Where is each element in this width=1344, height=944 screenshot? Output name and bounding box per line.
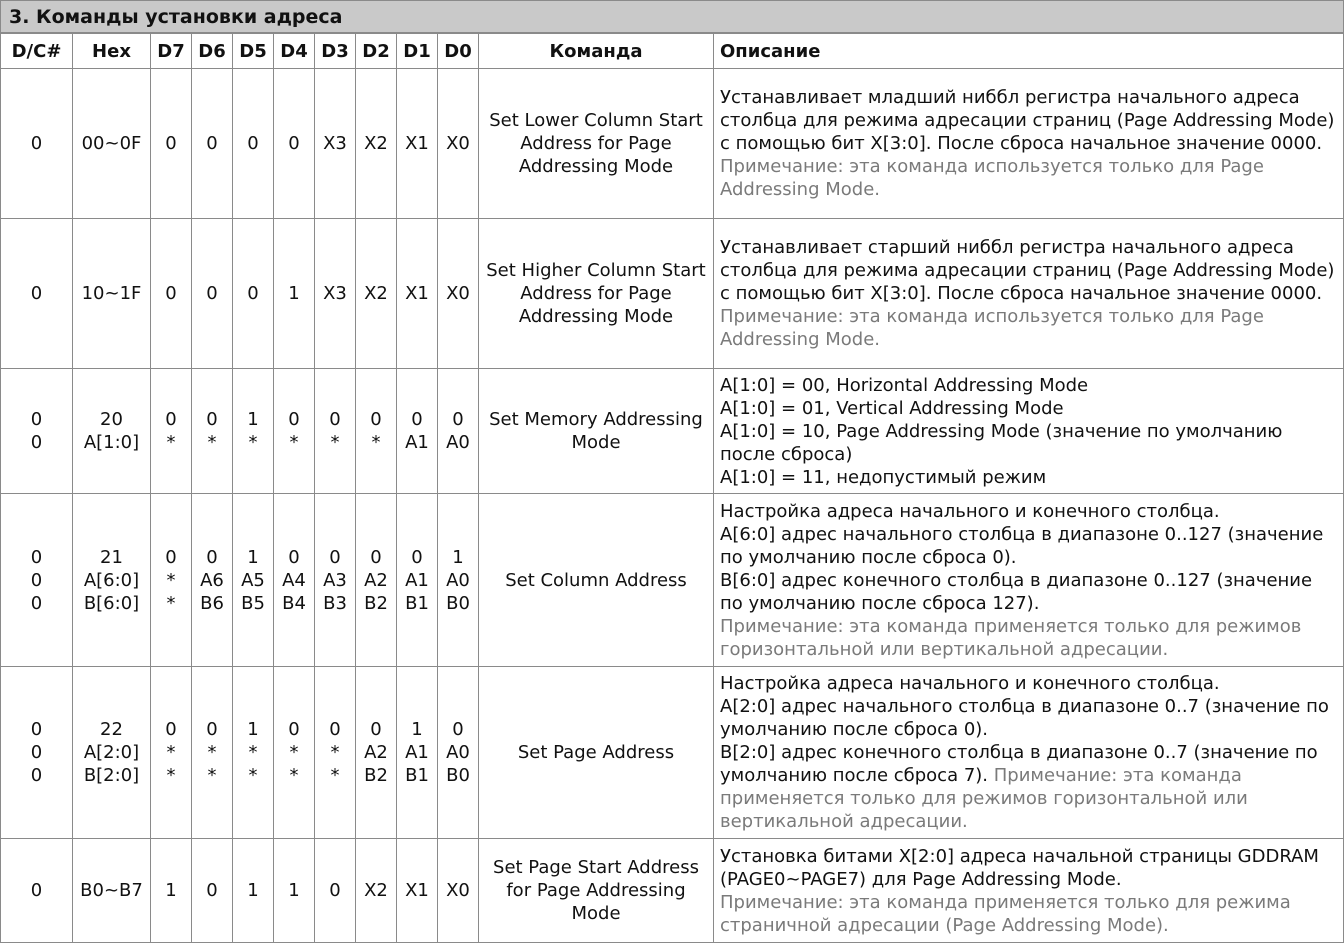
bit-d0-cell xyxy=(438,667,479,839)
table-body xyxy=(1,69,1344,943)
table-row xyxy=(1,839,1344,943)
bit-d7-cell-line: 0 xyxy=(165,409,177,430)
description-line: Настройка адреса начального и конечного столбца. xyxy=(720,673,1220,694)
col-header-d0: D0 xyxy=(438,34,479,69)
bit-d4-cell-line: * xyxy=(289,765,299,786)
bit-d3-cell-line: * xyxy=(330,432,340,453)
bit-d3-cell xyxy=(315,369,356,494)
bit-d1-cell-line: B1 xyxy=(405,592,429,614)
bit-d4-cell-line: B4 xyxy=(282,592,306,614)
bit-d4-cell xyxy=(274,494,315,667)
bit-d7-cell-line: * xyxy=(166,765,176,786)
col-header-d1: D1 xyxy=(397,34,438,69)
description-note: Примечание: эта команда применяется только для режимов горизонтальной или вертикальной адресации. xyxy=(720,615,1302,660)
dc-cell xyxy=(1,219,73,369)
bit-d2-cell xyxy=(356,667,397,839)
hex-cell-line: 10~1F xyxy=(81,283,142,304)
description-note: Примечание: эта команда применяется только для режима страничной адресации (Page Addressing Mode). xyxy=(720,891,1291,936)
description-cell xyxy=(714,69,1344,219)
bit-d4-cell xyxy=(274,839,315,943)
bit-d1-cell-line: X1 xyxy=(405,133,429,154)
bit-d3-cell xyxy=(315,219,356,369)
bit-d7-cell-line: * xyxy=(166,592,176,614)
col-header-d4: D4 xyxy=(274,34,315,69)
description-note: Примечание: эта команда используется только для Page Addressing Mode. xyxy=(720,306,1264,350)
bit-d4-cell-line: 0 xyxy=(288,719,300,740)
bit-d0-cell xyxy=(438,219,479,369)
col-header-d6: D6 xyxy=(192,34,233,69)
bit-d2-cell-line: 0 xyxy=(370,546,382,568)
header-row xyxy=(1,34,1344,69)
bit-d3-cell-line: X3 xyxy=(323,133,347,154)
table-row xyxy=(1,494,1344,667)
bit-d0-cell-line: X0 xyxy=(446,133,470,154)
dc-cell-line: 0 xyxy=(30,592,43,614)
bit-d3-cell-line: 0 xyxy=(329,880,341,901)
description-cell xyxy=(714,494,1344,667)
hex-cell-line: 21 xyxy=(100,546,123,568)
bit-d6-cell xyxy=(192,494,233,667)
bit-d2-cell-line: A2 xyxy=(364,742,388,763)
table-row xyxy=(1,69,1344,219)
bit-d1-cell-line: 1 xyxy=(411,719,423,740)
col-header-d5: D5 xyxy=(233,34,274,69)
dc-cell-line: 0 xyxy=(30,719,43,740)
bit-d6-cell-line: * xyxy=(207,765,217,786)
bit-d6-cell-line: * xyxy=(207,432,217,453)
bit-d2-cell xyxy=(356,839,397,943)
command-cell: Set Higher Column Start Address for Page Addressing Mode xyxy=(479,219,714,369)
bit-d0-cell-line: X0 xyxy=(446,880,470,901)
hex-cell xyxy=(73,369,151,494)
command-cell: Set Column Address xyxy=(479,494,714,667)
description-line: A[2:0] адрес начального столбца в диапазоне 0..7 (значение по умолчанию после сброса 0). xyxy=(720,696,1329,740)
command-cell: Set Page Start Address for Page Addressing Mode xyxy=(479,839,714,943)
bit-d2-cell-line: * xyxy=(371,432,381,453)
hex-cell-line: A[1:0] xyxy=(83,432,140,453)
bit-d1-cell-line: X1 xyxy=(405,880,429,901)
hex-cell-line: A[6:0] xyxy=(83,569,140,591)
description-line: A[1:0] = 01, Vertical Addressing Mode xyxy=(720,397,1064,419)
bit-d7-cell xyxy=(151,69,192,219)
bit-d2-cell-line: 0 xyxy=(370,409,382,430)
description-cell xyxy=(714,369,1344,494)
bit-d7-cell-line: * xyxy=(166,569,176,591)
dc-cell-line: 0 xyxy=(30,133,43,154)
dc-cell xyxy=(1,69,73,219)
bit-d5-cell xyxy=(233,839,274,943)
bit-d6-cell-line: A6 xyxy=(200,569,224,591)
col-header-dc: D/C# xyxy=(1,34,73,69)
command-cell: Set Page Address xyxy=(479,667,714,839)
hex-cell xyxy=(73,219,151,369)
bit-d6-cell-line: * xyxy=(207,742,217,763)
bit-d6-cell xyxy=(192,839,233,943)
bit-d5-cell-line: 0 xyxy=(247,283,259,304)
bit-d7-cell-line: 0 xyxy=(165,133,177,154)
bit-d4-cell-line: 0 xyxy=(288,133,300,154)
col-header-d2: D2 xyxy=(356,34,397,69)
bit-d5-cell xyxy=(233,69,274,219)
bit-d0-cell-line: B0 xyxy=(446,592,470,614)
col-header-description: Описание xyxy=(714,34,1344,69)
bit-d4-cell-line: A4 xyxy=(282,569,306,591)
bit-d0-cell-line: 0 xyxy=(452,719,464,740)
section-title: 3. Команды установки адреса xyxy=(0,0,1344,33)
bit-d6-cell-line: 0 xyxy=(206,719,218,740)
bit-d6-cell-line: 0 xyxy=(206,880,218,901)
dc-cell xyxy=(1,369,73,494)
bit-d0-cell-line: A0 xyxy=(446,742,470,763)
bit-d3-cell-line: 0 xyxy=(329,409,341,430)
bit-d7-cell-line: 0 xyxy=(165,546,177,568)
bit-d0-cell xyxy=(438,69,479,219)
bit-d5-cell-line: * xyxy=(248,765,258,786)
bit-d5-cell-line: * xyxy=(248,742,258,763)
description-cell xyxy=(714,667,1344,839)
bit-d7-cell xyxy=(151,494,192,667)
dc-cell-line: 0 xyxy=(30,409,43,430)
bit-d3-cell-line: 0 xyxy=(329,546,341,568)
bit-d7-cell xyxy=(151,219,192,369)
bit-d7-cell-line: * xyxy=(166,432,176,453)
bit-d4-cell xyxy=(274,667,315,839)
bit-d1-cell-line: A1 xyxy=(405,742,429,763)
bit-d1-cell-line: 0 xyxy=(411,409,423,430)
bit-d6-cell xyxy=(192,219,233,369)
bit-d3-cell-line: B3 xyxy=(323,592,347,614)
hex-cell xyxy=(73,667,151,839)
description-line: Устанавливает старший ниббл регистра начального адреса столбца для режима адресации страниц (Page Addressing Mode) с помощью бит X[3:0]. После сброса начальное значение 0000. xyxy=(720,237,1335,304)
bit-d1-cell-line: X1 xyxy=(405,283,429,304)
bit-d2-cell xyxy=(356,369,397,494)
description-cell xyxy=(714,219,1344,369)
bit-d5-cell-line: 0 xyxy=(247,133,259,154)
hex-cell xyxy=(73,839,151,943)
bit-d5-cell-line: 1 xyxy=(247,880,259,901)
col-header-d7: D7 xyxy=(151,34,192,69)
bit-d3-cell xyxy=(315,494,356,667)
description-note: Примечание: эта команда применяется только для режимов горизонтальной или вертикальной адресации. xyxy=(720,765,1248,832)
command-cell: Set Lower Column Start Address for Page Addressing Mode xyxy=(479,69,714,219)
bit-d6-cell-line: 0 xyxy=(206,283,218,304)
bit-d0-cell xyxy=(438,494,479,667)
bit-d6-cell-line: 0 xyxy=(206,546,218,568)
hex-cell-line: A[2:0] xyxy=(83,742,140,763)
bit-d0-cell-line: X0 xyxy=(446,283,470,304)
description-note: Примечание: эта команда используется только для Page Addressing Mode. xyxy=(720,156,1264,200)
bit-d5-cell xyxy=(233,667,274,839)
bit-d6-cell-line: B6 xyxy=(200,592,224,614)
bit-d5-cell-line: 1 xyxy=(247,719,259,740)
bit-d3-cell-line: 0 xyxy=(329,719,341,740)
dc-cell-line: 0 xyxy=(30,283,43,304)
description-line: Установка битами X[2:0] адреса начальной страницы GDDRAM (PAGE0~PAGE7) для Page Addressing Mode. xyxy=(720,845,1319,890)
bit-d4-cell-line: 0 xyxy=(288,409,300,430)
description-line: A[1:0] = 00, Horizontal Addressing Mode xyxy=(720,374,1089,396)
bit-d0-cell xyxy=(438,839,479,943)
bit-d2-cell xyxy=(356,494,397,667)
bit-d2-cell-line: B2 xyxy=(364,592,388,614)
bit-d5-cell-line: 1 xyxy=(247,409,259,430)
dc-cell xyxy=(1,494,73,667)
command-table xyxy=(0,33,1344,943)
bit-d6-cell xyxy=(192,369,233,494)
bit-d4-cell-line: 1 xyxy=(288,283,300,304)
bit-d7-cell xyxy=(151,839,192,943)
col-header-command: Команда xyxy=(479,34,714,69)
dc-cell-line: 0 xyxy=(30,880,43,901)
hex-cell xyxy=(73,494,151,667)
bit-d3-cell-line: X3 xyxy=(323,283,347,304)
bit-d0-cell-line: 0 xyxy=(452,409,464,430)
bit-d4-cell xyxy=(274,369,315,494)
hex-cell-line: 20 xyxy=(100,409,123,430)
bit-d1-cell xyxy=(397,839,438,943)
bit-d1-cell xyxy=(397,69,438,219)
table-row xyxy=(1,219,1344,369)
bit-d3-cell xyxy=(315,69,356,219)
dc-cell-line: 0 xyxy=(30,546,43,568)
description-line: B[2:0] адрес конечного столбца в диапазоне 0..7 (значение по умолчанию после сброса 7). xyxy=(720,742,1318,786)
bit-d2-cell-line: 0 xyxy=(370,719,382,740)
col-header-hex: Hex xyxy=(73,34,151,69)
description-line: A[1:0] = 10, Page Addressing Mode (значение по умолчанию после сброса) xyxy=(720,420,1283,465)
bit-d6-cell-line: 0 xyxy=(206,133,218,154)
bit-d0-cell-line: A0 xyxy=(446,432,470,453)
bit-d1-cell xyxy=(397,219,438,369)
description-line: Устанавливает младший ниббл регистра начального адреса столбца для режима адресации страниц (Page Addressing Mode) с помощью бит X[3:0]. После сброса начальное значение 0000. xyxy=(720,87,1335,154)
bit-d2-cell-line: X2 xyxy=(364,880,388,901)
hex-cell-line: B[6:0] xyxy=(83,592,140,614)
bit-d2-cell-line: X2 xyxy=(364,133,388,154)
bit-d7-cell xyxy=(151,667,192,839)
hex-cell-line: B0~B7 xyxy=(80,880,143,901)
bit-d5-cell xyxy=(233,219,274,369)
bit-d4-cell xyxy=(274,219,315,369)
hex-cell-line: 22 xyxy=(100,719,123,740)
bit-d2-cell-line: A2 xyxy=(364,569,388,591)
bit-d4-cell-line: 1 xyxy=(288,880,300,901)
bit-d0-cell xyxy=(438,369,479,494)
bit-d5-cell xyxy=(233,369,274,494)
dc-cell-line: 0 xyxy=(30,569,43,591)
bit-d1-cell-line: 0 xyxy=(411,546,423,568)
description-line: A[6:0] адрес начального столбца в диапазоне 0..127 (значение по умолчанию после сброса 0). xyxy=(720,523,1324,568)
bit-d6-cell xyxy=(192,69,233,219)
bit-d7-cell xyxy=(151,369,192,494)
hex-cell-line: 00~0F xyxy=(81,133,142,154)
bit-d1-cell-line: B1 xyxy=(405,765,429,786)
bit-d5-cell-line: A5 xyxy=(241,569,265,591)
bit-d7-cell-line: 0 xyxy=(165,283,177,304)
bit-d4-cell-line: * xyxy=(289,742,299,763)
bit-d6-cell xyxy=(192,667,233,839)
bit-d3-cell-line: * xyxy=(330,765,340,786)
bit-d5-cell-line: * xyxy=(248,432,258,453)
bit-d5-cell-line: B5 xyxy=(241,592,265,614)
bit-d0-cell-line: B0 xyxy=(446,765,470,786)
bit-d3-cell-line: A3 xyxy=(323,569,347,591)
bit-d3-cell xyxy=(315,667,356,839)
bit-d6-cell-line: 0 xyxy=(206,409,218,430)
hex-cell-line: B[2:0] xyxy=(83,765,140,786)
bit-d5-cell-line: 1 xyxy=(247,546,259,568)
description-cell xyxy=(714,839,1344,943)
bit-d2-cell xyxy=(356,219,397,369)
dc-cell xyxy=(1,839,73,943)
dc-cell xyxy=(1,667,73,839)
description-line: Настройка адреса начального и конечного столбца. xyxy=(720,500,1220,522)
bit-d1-cell xyxy=(397,369,438,494)
bit-d2-cell xyxy=(356,69,397,219)
bit-d1-cell-line: A1 xyxy=(405,432,429,453)
command-cell: Set Memory Addressing Mode xyxy=(479,369,714,494)
bit-d1-cell xyxy=(397,667,438,839)
description-line: B[6:0] адрес конечного столбца в диапазоне 0..127 (значение по умолчанию после сброса 127). xyxy=(720,569,1313,614)
description-line: A[1:0] = 11, недопустимый режим xyxy=(720,466,1047,488)
bit-d0-cell-line: 1 xyxy=(452,546,464,568)
bit-d2-cell-line: X2 xyxy=(364,283,388,304)
hex-cell xyxy=(73,69,151,219)
bit-d7-cell-line: 1 xyxy=(165,880,177,901)
bit-d0-cell-line: A0 xyxy=(446,569,470,591)
table-row xyxy=(1,667,1344,839)
bit-d4-cell-line: 0 xyxy=(288,546,300,568)
dc-cell-line: 0 xyxy=(30,432,43,453)
table-row xyxy=(1,369,1344,494)
bit-d7-cell-line: * xyxy=(166,742,176,763)
bit-d4-cell xyxy=(274,69,315,219)
bit-d1-cell-line: A1 xyxy=(405,569,429,591)
dc-cell-line: 0 xyxy=(30,742,43,763)
bit-d2-cell-line: B2 xyxy=(364,765,388,786)
dc-cell-line: 0 xyxy=(30,765,43,786)
bit-d5-cell xyxy=(233,494,274,667)
bit-d3-cell-line: * xyxy=(330,742,340,763)
bit-d7-cell-line: 0 xyxy=(165,719,177,740)
col-header-d3: D3 xyxy=(315,34,356,69)
bit-d3-cell xyxy=(315,839,356,943)
bit-d1-cell xyxy=(397,494,438,667)
bit-d4-cell-line: * xyxy=(289,432,299,453)
